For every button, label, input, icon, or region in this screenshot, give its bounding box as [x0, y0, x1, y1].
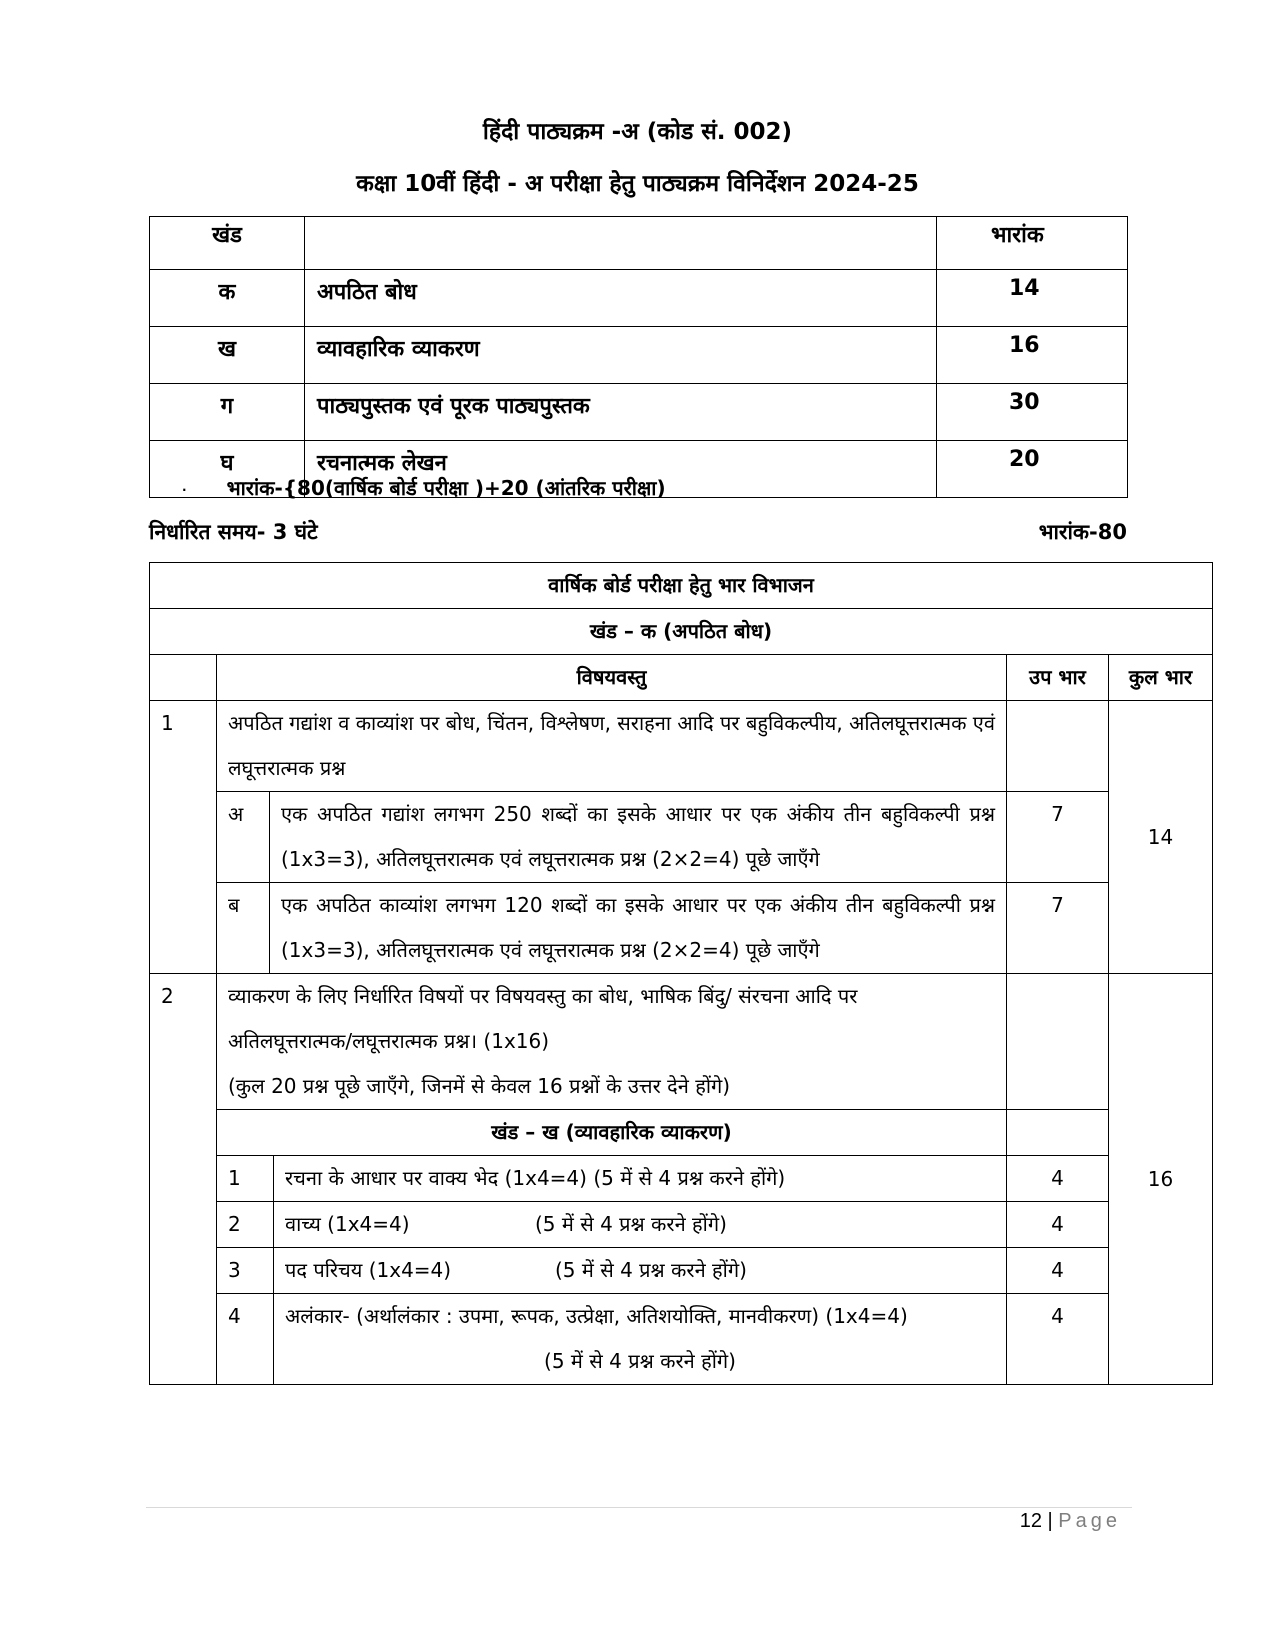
summary-section: ख [150, 327, 305, 384]
q2-item-text [274, 1294, 1007, 1385]
q2-item-marks: 4 [1007, 1156, 1109, 1202]
section-b-marks-blank [1007, 1110, 1109, 1156]
q2-line-3: (कुल 20 प्रश्न पूछे जाएँगे, जिनमें से केवल 16 प्रश्नों के उत्तर देने होंगे) [228, 1074, 731, 1098]
section-b-row [150, 1110, 1213, 1156]
table-row [150, 974, 1213, 1110]
table-row [150, 792, 1213, 883]
summary-table [149, 216, 1128, 498]
summary-topic: व्यावहारिक व्याकरण [305, 327, 937, 384]
q2-item-text [274, 1248, 1007, 1294]
header-total-marks: कुल भार [1109, 655, 1213, 701]
q2-description [217, 974, 1007, 1110]
q2-item-topic: पद परिचय (1x4=4) [285, 1258, 452, 1282]
marks-breakdown-text: भारांक-{80(वार्षिक बोर्ड परीक्षा )+20 (आंतरिक परीक्षा) [226, 476, 666, 500]
table-row [150, 270, 1128, 327]
q2-item-marks: 4 [1007, 1294, 1109, 1385]
summary-topic: रचनात्मक लेखन [305, 441, 937, 498]
q1b-marks: 7 [1007, 883, 1109, 974]
q2-item-note: (5 में से 4 प्रश्न करने होंगे) [544, 1349, 736, 1373]
q2-item-number: 1 [217, 1156, 274, 1202]
dist-title: वार्षिक बोर्ड परीक्षा हेतु भार विभाजन [150, 563, 1213, 609]
summary-header-topic [305, 217, 937, 270]
table-row [150, 883, 1213, 974]
marks-breakdown [182, 474, 666, 501]
time-allowed: निर्धारित समय- 3 घंटे [149, 520, 318, 544]
summary-topic: पाठ्यपुस्तक एवं पूरक पाठ्यपुस्तक [305, 384, 937, 441]
q1b-label: ब [217, 883, 270, 974]
distribution-table [149, 562, 1213, 1385]
summary-topic: अपठित बोध [305, 270, 937, 327]
q2-item-number: 2 [217, 1202, 274, 1248]
summary-header-section: खंड [150, 217, 305, 270]
q2-item-topic: अलंकार- (अर्थालंकार : उपमा, रूपक, उत्प्रेक्षा, अतिशयोक्ति, मानवीकरण) (1x4=4) [285, 1304, 908, 1328]
summary-marks: 14 [937, 270, 1128, 327]
q2-number: 2 [150, 974, 217, 1385]
summary-section: ग [150, 384, 305, 441]
page-label: Page [1058, 1510, 1121, 1532]
summary-section: क [150, 270, 305, 327]
q1-description: अपठित गद्यांश व काव्यांश पर बोध, चिंतन, विश्लेषण, सराहना आदि पर बहुविकल्पीय, अतिलघूत्तरात्मक एवं लघूत्तरात्मक प्रश्न [217, 701, 1007, 792]
table-row [150, 1156, 1213, 1202]
q1-total-marks: 14 [1109, 701, 1213, 974]
q1-number: 1 [150, 701, 217, 974]
footer-divider [146, 1507, 1132, 1508]
q1a-label: अ [217, 792, 270, 883]
max-marks: भारांक-80 [1038, 520, 1127, 544]
table-row [150, 701, 1213, 792]
table-row [150, 327, 1128, 384]
q1-sub-marks-blank [1007, 701, 1109, 792]
q2-sub-marks-blank [1007, 974, 1109, 1110]
q2-item-number: 4 [217, 1294, 274, 1385]
table-row [150, 1294, 1213, 1385]
q2-line-1: व्याकरण के लिए निर्धारित विषयों पर विषयवस्तु का बोध, भाषिक बिंदु/ संरचना आदि पर [228, 984, 858, 1008]
header-sub-marks: उप भार [1007, 655, 1109, 701]
footer-separator: | [1047, 1510, 1053, 1532]
dist-title-row [150, 563, 1213, 609]
q1b-text: एक अपठित काव्यांश लगभग 120 शब्दों का इसके आधार पर एक अंकीय तीन बहुविकल्पी प्रश्न (1x3=3), अतिलघूत्तरात्मक एवं लघूत्तरात्मक प्रश्न (2×2=4) पूछे जाएँगे [270, 883, 1007, 974]
section-b-heading: खंड – ख (व्यावहारिक व्याकरण) [217, 1110, 1007, 1156]
summary-marks: 16 [937, 327, 1128, 384]
section-a-heading: खंड – क (अपठित बोध) [150, 609, 1213, 655]
summary-marks: 20 [937, 441, 1128, 498]
page-footer [1020, 1510, 1121, 1533]
page-title: हिंदी पाठ्यक्रम -अ (कोड सं. 002) [482, 119, 793, 145]
summary-header-marks: भारांक [937, 217, 1128, 270]
header-blank [150, 655, 217, 701]
q2-item-marks: 4 [1007, 1202, 1109, 1248]
q1a-text: एक अपठित गद्यांश लगभग 250 शब्दों का इसके आधार पर एक अंकीय तीन बहुविकल्पी प्रश्न (1x3=3), अतिलघूत्तरात्मक एवं लघूत्तरात्मक प्रश्न (2×2=4) पूछे जाएँगे [270, 792, 1007, 883]
q2-item-text [274, 1202, 1007, 1248]
q1a-marks: 7 [1007, 792, 1109, 883]
bullet-dot: · [182, 482, 187, 497]
summary-section: घ [150, 441, 305, 498]
q2-total-marks: 16 [1109, 974, 1213, 1385]
q2-item-number: 3 [217, 1248, 274, 1294]
section-a-row [150, 609, 1213, 655]
q2-item-topic: वाच्य (1x4=4) [285, 1212, 410, 1236]
summary-marks: 30 [937, 384, 1128, 441]
table-row [150, 1248, 1213, 1294]
q2-item-note: (5 में से 4 प्रश्न करने होंगे) [535, 1212, 727, 1236]
page-number: 12 [1019, 1510, 1042, 1532]
table-row [150, 384, 1128, 441]
q2-item-marks: 4 [1007, 1248, 1109, 1294]
q2-item-note: (5 में से 4 प्रश्न करने होंगे) [555, 1258, 747, 1282]
q2-line-2: अतिलघूत्तरात्मक/लघूत्तरात्मक प्रश्न। (1x16) [228, 1029, 550, 1053]
page-subtitle: कक्षा 10वीं हिंदी - अ परीक्षा हेतु पाठ्यक्रम विनिर्देशन 2024-25 [356, 171, 919, 197]
summary-header-row [150, 217, 1128, 270]
dist-header-row [150, 655, 1213, 701]
header-content: विषयवस्तु [217, 655, 1007, 701]
q2-item-text: रचना के आधार पर वाक्य भेद (1x4=4) (5 में से 4 प्रश्न करने होंगे) [274, 1156, 1007, 1202]
table-row [150, 1202, 1213, 1248]
